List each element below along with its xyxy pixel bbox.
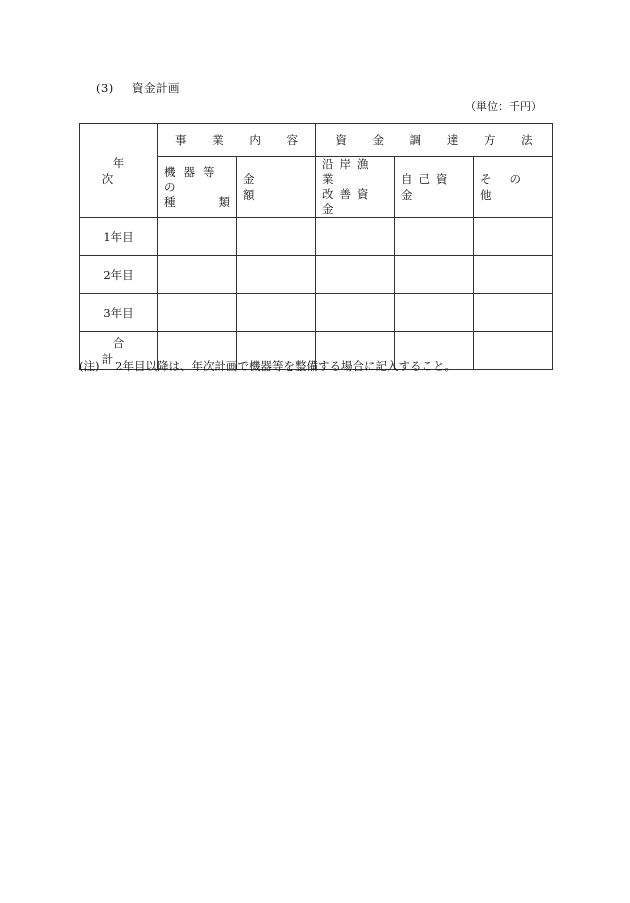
footnote-tag: (注): [79, 359, 100, 373]
table-cell: [316, 218, 395, 256]
table-cell: [237, 294, 316, 332]
table-cell: [237, 256, 316, 294]
table-cell: [316, 294, 395, 332]
table-cell: [474, 294, 553, 332]
table-cell: [158, 294, 237, 332]
section-title: 資金計画: [131, 81, 180, 95]
year-header-text: 年 次: [101, 155, 180, 186]
header-row-1: [80, 124, 553, 157]
row-label: 1年目: [80, 218, 158, 256]
table-cell: [395, 294, 474, 332]
year-header: [80, 124, 180, 218]
table-cell: [474, 332, 553, 370]
coastal-fund-line1: 沿岸漁業: [322, 157, 375, 186]
other-header-text: その他: [480, 172, 539, 202]
footnote: [79, 358, 456, 374]
own-fund-header-text: 自己資金: [401, 172, 454, 202]
table-cell: [395, 256, 474, 294]
equipment-type-line2: 種 類: [164, 194, 230, 209]
table-cell: [474, 218, 553, 256]
coastal-fund-line2: 改善資金: [322, 187, 375, 216]
own-fund-header: [395, 157, 474, 218]
table-row: [80, 218, 553, 256]
table-row: [80, 256, 553, 294]
funding-plan-table: [79, 123, 553, 370]
funding-method-header: [316, 124, 553, 157]
row-label: 2年目: [80, 256, 158, 294]
business-content-header-text: 事 業 内 容: [175, 133, 309, 147]
table-cell: [158, 256, 237, 294]
equipment-type-line1: 機器等の: [164, 164, 223, 194]
amount-header-text: 金額: [243, 172, 297, 202]
coastal-fund-header: [316, 157, 395, 218]
table-cell: [158, 218, 237, 256]
amount-header: [237, 157, 316, 218]
table-cell: [395, 218, 474, 256]
footnote-text: 2年目以降は、年次計画で機器等を整備する場合に記入すること。: [115, 359, 456, 373]
funding-method-header-text: 資 金 調 達 方 法: [335, 133, 544, 147]
business-content-header: [158, 124, 316, 157]
row-label: 3年目: [80, 294, 158, 332]
other-header: [474, 157, 553, 218]
table-cell: [237, 218, 316, 256]
unit-label: （単位：千円）: [465, 100, 542, 113]
table-row: [80, 294, 553, 332]
section-number: (3): [96, 81, 114, 95]
total-label: 合 計: [80, 332, 158, 370]
table-cell: [474, 256, 553, 294]
equipment-type-header: [158, 157, 237, 218]
table-cell: [316, 256, 395, 294]
section-heading: [96, 80, 180, 96]
